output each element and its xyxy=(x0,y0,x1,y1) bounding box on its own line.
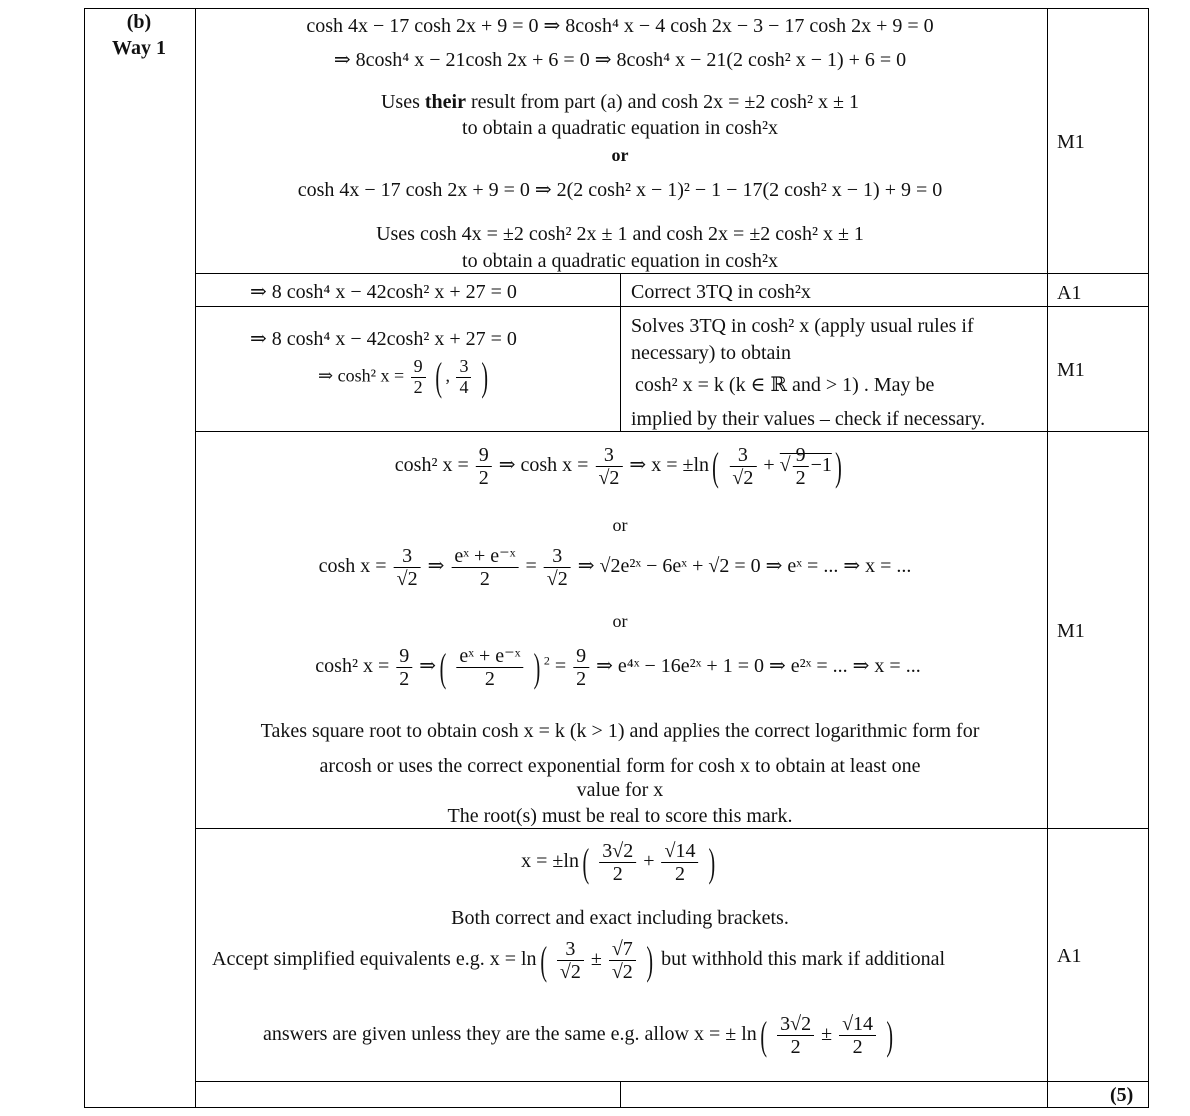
row4-note-4: The root(s) must be real to score this mark. xyxy=(447,805,793,827)
inner-divider-total xyxy=(620,1081,621,1107)
row3-equation-1: ⇒ 8 cosh⁴ x − 42cosh² x + 27 = 0 xyxy=(250,328,517,350)
row2-equation: ⇒ 8 cosh⁴ x − 42cosh² x + 27 = 0 xyxy=(250,281,517,303)
row1-or: or xyxy=(611,145,629,165)
row5-note-2: Accept simplified equivalents e.g. x = ln( $\frac{3}{√2}$ ± $\frac{√7}{√2}$ ) but withhold this mark if additional xyxy=(212,937,945,983)
row4-line-3: cosh² x = $\frac{9}{2}$ ⇒( $\frac{\text{eˣ + e⁻ˣ}}{2}$ ) $^2$ = $\frac{9}{2}$ ⇒ e⁴ˣ − 16e²ˣ + 1 = 0 ⇒ e²ˣ = ... ⇒ x = ... xyxy=(315,644,921,690)
row3-note-3: cosh² x = k (k ∈ ℝ and > 1) . May be xyxy=(635,374,935,396)
mark-column-divider xyxy=(1047,8,1048,1108)
row1-note-1: Uses their result from part (a) and cosh 2x = ±2 cosh² x ± 1 xyxy=(380,91,860,113)
row1-note-4: to obtain a quadratic equation in cosh²x xyxy=(462,250,778,272)
row1-note-3: Uses cosh 4x = ±2 cosh² 2x ± 1 and cosh 2x = ±2 cosh² x ± 1 xyxy=(376,223,864,245)
row1-equation-1: cosh 4x − 17 cosh 2x + 9 = 0 ⇒ 8cosh⁴ x − 4 cosh 2x − 3 − 17 cosh 2x + 9 = 0 xyxy=(306,15,934,37)
row1-note-2: to obtain a quadratic equation in cosh²x xyxy=(462,117,778,139)
row5-answer: x = ±ln( $\frac{3√2}{2}$ + $\frac{√14}{2}$ ) xyxy=(521,839,716,885)
row4-line-1: cosh² x = $\frac{9}{2}$ ⇒ cosh x = $\frac{3}{√2}$ ⇒ x = ±ln( $\frac{3}{√2}$ + √ $\frac{9}{2}$ −1) xyxy=(394,443,842,489)
row-divider-1 xyxy=(195,273,1148,274)
label-column-divider xyxy=(195,8,196,1108)
inner-divider-rows-2-3 xyxy=(620,273,621,431)
row4-or-2: or xyxy=(612,611,628,631)
row-divider-4 xyxy=(195,828,1148,829)
row1-mark: M1 xyxy=(1057,131,1085,153)
row2-mark: A1 xyxy=(1057,282,1082,304)
row-divider-5 xyxy=(195,1081,1148,1082)
row3-note-1: Solves 3TQ in cosh² x (apply usual rules if xyxy=(631,315,974,337)
row5-mark: A1 xyxy=(1057,945,1082,967)
row1-equation-2: ⇒ 8cosh⁴ x − 21cosh 2x + 6 = 0 ⇒ 8cosh⁴ x − 21(2 cosh² x − 1) + 6 = 0 xyxy=(333,49,907,71)
row4-mark: M1 xyxy=(1057,620,1085,642)
row4-note-3: value for x xyxy=(576,779,664,801)
row4-line-2: cosh x = $\frac{3}{√2}$ ⇒ $\frac{\text{eˣ + e⁻ˣ}}{2}$ = $\frac{3}{√2}$ ⇒ √2e²ˣ − 6eˣ + √2 = 0 ⇒ eˣ = ... ⇒ x = ... xyxy=(318,545,912,590)
table-right-border xyxy=(1148,8,1149,1108)
row4-note-1: Takes square root to obtain cosh x = k (k > 1) and applies the correct logarithmic form for xyxy=(260,720,980,742)
row3-note-4: implied by their values – check if necessary. xyxy=(631,408,986,430)
row3-note-2: necessary) to obtain xyxy=(631,342,791,364)
part-label: (b) xyxy=(126,11,152,33)
row3-equation-2: ⇒ cosh² x = $\frac{9}{2}$ ( , $\frac{3}{4}$ ) xyxy=(318,354,488,400)
table-left-border xyxy=(84,8,85,1108)
row2-note: Correct 3TQ in cosh²x xyxy=(631,281,811,303)
total-marks: (5) xyxy=(1110,1084,1134,1106)
row-divider-3 xyxy=(195,431,1148,432)
row5-note-3: answers are given unless they are the same e.g. allow x = ± ln( $\frac{3√2}{2}$ ± $\frac{√14}{2}$ ) xyxy=(263,1012,894,1058)
row5-note-1: Both correct and exact including brackets. xyxy=(451,907,789,929)
table-bottom-border xyxy=(84,1107,1149,1108)
row3-mark: M1 xyxy=(1057,359,1085,381)
row4-note-2: arcosh or uses the correct exponential form for cosh x to obtain at least one xyxy=(319,755,921,777)
table-top-border xyxy=(84,8,1149,9)
method-label: Way 1 xyxy=(112,37,166,59)
row1-equation-3: cosh 4x − 17 cosh 2x + 9 = 0 ⇒ 2(2 cosh² x − 1)² − 1 − 17(2 cosh² x − 1) + 9 = 0 xyxy=(297,179,943,201)
row-divider-2 xyxy=(195,306,1148,307)
row4-or-1: or xyxy=(612,515,628,535)
